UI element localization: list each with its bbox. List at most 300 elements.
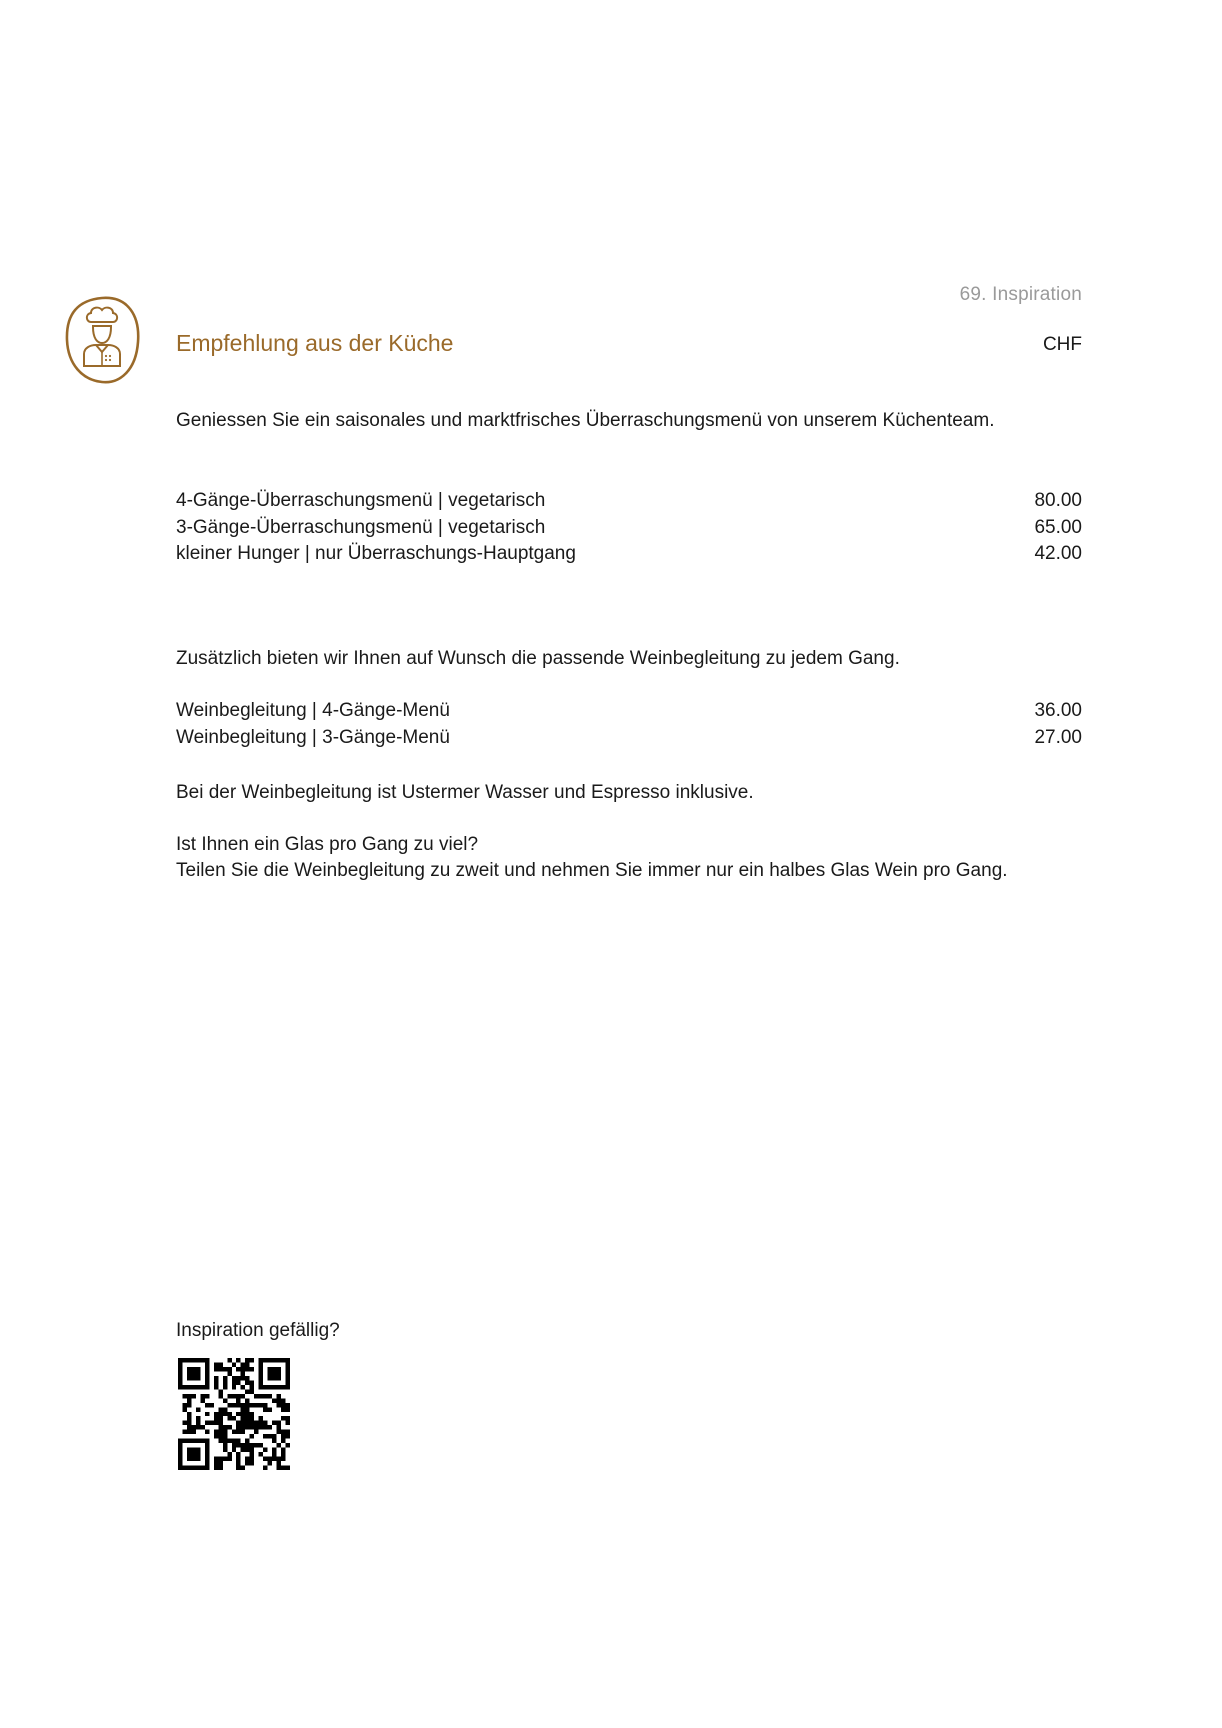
qr-module — [232, 1439, 236, 1443]
qr-module — [286, 1466, 290, 1470]
qr-module — [223, 1439, 227, 1443]
qr-module — [281, 1448, 285, 1452]
intro-text: Geniessen Sie ein saisonales und marktfrisches Überraschungsmenü von unserem Küchenteam. — [176, 410, 995, 431]
qr-module — [241, 1385, 245, 1389]
qr-module — [281, 1358, 285, 1362]
qr-module — [272, 1358, 276, 1362]
qr-module — [263, 1385, 267, 1389]
qr-module — [250, 1461, 254, 1465]
qr-module — [272, 1398, 276, 1402]
qr-module — [218, 1362, 222, 1366]
qr-module — [187, 1439, 191, 1443]
qr-module — [191, 1452, 195, 1456]
qr-module — [241, 1376, 245, 1380]
qr-module — [205, 1439, 209, 1443]
qr-module — [200, 1398, 204, 1402]
qr-module — [205, 1466, 209, 1470]
qr-module — [236, 1380, 240, 1384]
qr-module — [218, 1407, 222, 1411]
qr-module — [272, 1452, 276, 1456]
qr-module — [187, 1466, 191, 1470]
qr-module — [200, 1394, 204, 1398]
qr-module — [205, 1358, 209, 1362]
qr-module — [277, 1376, 281, 1380]
qr-module — [232, 1416, 236, 1420]
qr-module — [245, 1439, 249, 1443]
qr-module — [268, 1385, 272, 1389]
qr-module — [178, 1380, 182, 1384]
qr-module — [236, 1466, 240, 1470]
qr-module — [281, 1430, 285, 1434]
qr-module — [241, 1362, 245, 1366]
qr-module — [205, 1448, 209, 1452]
qr-module — [263, 1434, 267, 1438]
qr-module — [200, 1466, 204, 1470]
qr-module — [250, 1403, 254, 1407]
qr-module — [263, 1425, 267, 1429]
qr-module — [250, 1416, 254, 1420]
qr-module — [250, 1412, 254, 1416]
menu-price: 80.00 — [1034, 490, 1082, 511]
qr-module — [218, 1430, 222, 1434]
qr-module — [223, 1385, 227, 1389]
qr-module — [241, 1443, 245, 1447]
qr-module — [259, 1403, 263, 1407]
qr-module — [178, 1452, 182, 1456]
qr-module — [200, 1385, 204, 1389]
qr-module — [254, 1421, 258, 1425]
qr-heading: Inspiration gefällig? — [176, 1320, 340, 1341]
qr-module — [268, 1394, 272, 1398]
qr-module — [218, 1434, 222, 1438]
qr-module — [250, 1457, 254, 1461]
qr-module — [268, 1457, 272, 1461]
qr-module — [191, 1439, 195, 1443]
qr-module — [227, 1358, 231, 1362]
wine-price: 36.00 — [1034, 700, 1082, 721]
qr-module — [277, 1425, 281, 1429]
qr-module — [223, 1443, 227, 1447]
qr-module — [205, 1461, 209, 1465]
qr-module — [218, 1389, 222, 1393]
qr-module — [218, 1439, 222, 1443]
qr-module — [214, 1466, 218, 1470]
qr-module — [214, 1412, 218, 1416]
qr-module — [214, 1380, 218, 1384]
qr-module — [236, 1425, 240, 1429]
qr-module — [205, 1362, 209, 1366]
menu-row — [176, 488, 1082, 515]
qr-module — [191, 1376, 195, 1380]
qr-module — [205, 1430, 209, 1434]
qr-module — [277, 1466, 281, 1470]
wine-price: 27.00 — [1034, 726, 1082, 748]
qr-module — [205, 1367, 209, 1371]
qr-module — [223, 1425, 227, 1429]
qr-module — [254, 1425, 258, 1429]
qr-module — [227, 1425, 231, 1429]
qr-module — [236, 1439, 240, 1443]
qr-module — [281, 1457, 285, 1461]
qr-module — [272, 1448, 276, 1452]
qr-module — [182, 1407, 186, 1411]
qr-module — [200, 1358, 204, 1362]
qr-module — [286, 1376, 290, 1380]
qr-module — [223, 1398, 227, 1402]
menu-price: 42.00 — [1034, 543, 1082, 564]
qr-module — [191, 1457, 195, 1461]
qr-module — [182, 1421, 186, 1425]
qr-module — [182, 1403, 186, 1407]
qr-module — [218, 1367, 222, 1371]
qr-module — [241, 1412, 245, 1416]
qr-module — [214, 1421, 218, 1425]
qr-module — [227, 1394, 231, 1398]
qr-module — [205, 1371, 209, 1375]
qr-module — [191, 1367, 195, 1371]
qr-module — [286, 1358, 290, 1362]
qr-module — [232, 1380, 236, 1384]
qr-module — [281, 1398, 285, 1402]
qr-module — [187, 1376, 191, 1380]
qr-module — [245, 1425, 249, 1429]
qr-module — [223, 1457, 227, 1461]
qr-module — [205, 1421, 209, 1425]
qr-module — [259, 1416, 263, 1420]
qr-module — [241, 1421, 245, 1425]
qr-module — [178, 1439, 182, 1443]
qr-module — [250, 1380, 254, 1384]
qr-module — [245, 1398, 249, 1402]
qr-module — [286, 1380, 290, 1384]
qr-module — [259, 1362, 263, 1366]
qr-module — [209, 1403, 213, 1407]
qr-module — [178, 1371, 182, 1375]
qr-module — [205, 1403, 209, 1407]
menu-row — [176, 541, 1082, 568]
qr-module — [178, 1448, 182, 1452]
qr-module — [259, 1394, 263, 1398]
qr-module — [250, 1367, 254, 1371]
qr-module — [245, 1416, 249, 1420]
qr-module — [187, 1385, 191, 1389]
qr-module — [232, 1448, 236, 1452]
currency-label: CHF — [1042, 334, 1082, 355]
qr-module — [277, 1358, 281, 1362]
qr-module — [218, 1416, 222, 1420]
qr-module — [250, 1421, 254, 1425]
wine-note: Bei der Weinbegleitung ist Ustermer Wasser und Espresso inklusive. — [176, 782, 754, 803]
chef-icon — [62, 294, 142, 386]
qr-module — [245, 1389, 249, 1393]
qr-module — [263, 1403, 267, 1407]
qr-module — [259, 1367, 263, 1371]
qr-module — [227, 1412, 231, 1416]
glass-question: Ist Ihnen ein Glas pro Gang zu viel? — [176, 834, 479, 855]
qr-module — [259, 1371, 263, 1375]
qr-module — [182, 1358, 186, 1362]
qr-module — [268, 1358, 272, 1362]
qr-module — [268, 1434, 272, 1438]
qr-module — [241, 1425, 245, 1429]
additional-text: Zusätzlich bieten wir Ihnen auf Wunsch die passende Weinbegleitung zu jedem Gang. — [176, 648, 900, 669]
qr-module — [223, 1448, 227, 1452]
qr-module — [241, 1394, 245, 1398]
qr-module — [272, 1434, 276, 1438]
qr-module — [241, 1448, 245, 1452]
qr-module — [187, 1457, 191, 1461]
qr-module — [196, 1421, 200, 1425]
qr-module — [232, 1394, 236, 1398]
qr-module — [268, 1371, 272, 1375]
qr-module — [272, 1421, 276, 1425]
qr-module — [187, 1398, 191, 1402]
qr-module — [259, 1380, 263, 1384]
qr-module — [277, 1385, 281, 1389]
qr-module — [286, 1443, 290, 1447]
qr-module — [259, 1452, 263, 1456]
qr-module — [245, 1358, 249, 1362]
qr-module — [205, 1457, 209, 1461]
qr-module — [187, 1416, 191, 1420]
qr-module — [263, 1466, 267, 1470]
qr-module — [232, 1362, 236, 1366]
qr-module — [236, 1452, 240, 1456]
qr-module — [254, 1394, 258, 1398]
qr-module — [259, 1385, 263, 1389]
qr-module — [205, 1380, 209, 1384]
qr-module — [254, 1443, 258, 1447]
qr-module — [214, 1362, 218, 1366]
qr-module — [223, 1407, 227, 1411]
qr-module — [236, 1367, 240, 1371]
qr-module — [263, 1421, 267, 1425]
qr-module — [182, 1439, 186, 1443]
qr-module — [241, 1430, 245, 1434]
menu-name: 4-Gänge-Überraschungsmenü | vegetarisch — [176, 490, 546, 511]
qr-module — [182, 1430, 186, 1434]
qr-module — [187, 1425, 191, 1429]
qr-module — [277, 1403, 281, 1407]
qr-module — [178, 1443, 182, 1447]
qr-module — [277, 1457, 281, 1461]
qr-module — [187, 1367, 191, 1371]
qr-module — [236, 1461, 240, 1465]
qr-module — [178, 1385, 182, 1389]
qr-module — [268, 1367, 272, 1371]
qr-module — [187, 1394, 191, 1398]
qr-module — [196, 1466, 200, 1470]
qr-module — [281, 1403, 285, 1407]
qr-module — [191, 1394, 195, 1398]
qr-module — [250, 1452, 254, 1456]
qr-module — [281, 1385, 285, 1389]
qr-module — [250, 1425, 254, 1429]
qr-module — [214, 1416, 218, 1420]
qr-module — [178, 1362, 182, 1366]
qr-module — [205, 1376, 209, 1380]
qr-module — [272, 1371, 276, 1375]
qr-module — [250, 1385, 254, 1389]
qr-module — [218, 1461, 222, 1465]
qr-module — [272, 1439, 276, 1443]
qr-module — [281, 1452, 285, 1456]
qr-module — [236, 1443, 240, 1447]
qr-module — [245, 1412, 249, 1416]
qr-module — [236, 1376, 240, 1380]
qr-module — [178, 1461, 182, 1465]
qr-module — [245, 1421, 249, 1425]
qr-module — [218, 1412, 222, 1416]
qr-module — [236, 1403, 240, 1407]
qr-module — [223, 1367, 227, 1371]
qr-module — [272, 1376, 276, 1380]
qr-module — [241, 1371, 245, 1375]
qr-module — [205, 1452, 209, 1456]
qr-module — [286, 1367, 290, 1371]
qr-module — [250, 1358, 254, 1362]
qr-module — [286, 1430, 290, 1434]
qr-module — [245, 1367, 249, 1371]
qr-module — [214, 1461, 218, 1465]
qr-module — [232, 1376, 236, 1380]
qr-module — [286, 1403, 290, 1407]
qr-module — [286, 1421, 290, 1425]
qr-module — [254, 1403, 258, 1407]
qr-module — [191, 1425, 195, 1429]
wine-pairing-list — [176, 698, 1082, 751]
qr-module — [259, 1425, 263, 1429]
qr-module — [227, 1371, 231, 1375]
qr-module — [218, 1425, 222, 1429]
qr-module — [205, 1443, 209, 1447]
qr-module — [245, 1448, 249, 1452]
qr-module — [236, 1412, 240, 1416]
qr-module — [277, 1461, 281, 1465]
menu-row — [176, 515, 1082, 542]
qr-code[interactable] — [178, 1358, 290, 1470]
qr-module — [263, 1358, 267, 1362]
qr-module — [286, 1385, 290, 1389]
qr-module — [277, 1421, 281, 1425]
qr-module — [218, 1466, 222, 1470]
qr-module — [286, 1407, 290, 1411]
qr-module — [232, 1385, 236, 1389]
qr-module — [182, 1394, 186, 1398]
qr-module — [250, 1434, 254, 1438]
qr-module — [227, 1367, 231, 1371]
qr-module — [236, 1394, 240, 1398]
qr-module — [232, 1430, 236, 1434]
qr-module — [187, 1412, 191, 1416]
qr-module — [277, 1443, 281, 1447]
qr-module — [268, 1461, 272, 1465]
qr-module — [263, 1457, 267, 1461]
qr-module — [272, 1457, 276, 1461]
qr-module — [268, 1425, 272, 1429]
qr-module — [286, 1416, 290, 1420]
qr-module — [236, 1421, 240, 1425]
menu-price: 65.00 — [1034, 516, 1082, 538]
qr-module — [236, 1358, 240, 1362]
qr-module — [259, 1358, 263, 1362]
section-label: 69. Inspiration — [959, 284, 1082, 305]
qr-module — [263, 1407, 267, 1411]
qr-module — [196, 1385, 200, 1389]
qr-module — [191, 1358, 195, 1362]
qr-module — [281, 1416, 285, 1420]
qr-module — [277, 1394, 281, 1398]
qr-module — [191, 1385, 195, 1389]
qr-module — [227, 1439, 231, 1443]
qr-module — [187, 1358, 191, 1362]
qr-module — [218, 1457, 222, 1461]
qr-module — [191, 1466, 195, 1470]
qr-module — [187, 1371, 191, 1375]
qr-module — [196, 1457, 200, 1461]
qr-module — [223, 1412, 227, 1416]
qr-module — [232, 1443, 236, 1447]
qr-module — [241, 1407, 245, 1411]
qr-module — [178, 1457, 182, 1461]
qr-module — [277, 1398, 281, 1402]
qr-module — [196, 1376, 200, 1380]
qr-module — [178, 1466, 182, 1470]
qr-module — [178, 1376, 182, 1380]
qr-module — [232, 1403, 236, 1407]
qr-module — [196, 1448, 200, 1452]
qr-module — [200, 1425, 204, 1429]
qr-module — [286, 1434, 290, 1438]
qr-module — [250, 1389, 254, 1393]
qr-module — [272, 1367, 276, 1371]
qr-module — [191, 1448, 195, 1452]
qr-module — [214, 1430, 218, 1434]
qr-module — [187, 1403, 191, 1407]
qr-module — [250, 1443, 254, 1447]
qr-module — [236, 1430, 240, 1434]
qr-module — [277, 1371, 281, 1375]
qr-module — [268, 1407, 272, 1411]
qr-module — [227, 1452, 231, 1456]
qr-module — [214, 1367, 218, 1371]
qr-module — [245, 1403, 249, 1407]
qr-module — [241, 1416, 245, 1420]
qr-module — [259, 1443, 263, 1447]
qr-module — [223, 1434, 227, 1438]
menu-name: 3-Gänge-Überraschungsmenü | vegetarisch — [176, 516, 546, 538]
qr-module — [259, 1421, 263, 1425]
wine-row — [176, 698, 1082, 725]
qr-module — [281, 1407, 285, 1411]
qr-module — [209, 1421, 213, 1425]
qr-module — [227, 1457, 231, 1461]
qr-module — [187, 1448, 191, 1452]
qr-module — [196, 1407, 200, 1411]
qr-module — [250, 1448, 254, 1452]
qr-module — [196, 1367, 200, 1371]
qr-module — [214, 1434, 218, 1438]
qr-module — [218, 1421, 222, 1425]
qr-module — [196, 1452, 200, 1456]
qr-module — [272, 1385, 276, 1389]
qr-module — [259, 1376, 263, 1380]
qr-module — [200, 1439, 204, 1443]
qr-module — [178, 1367, 182, 1371]
menu-name: kleiner Hunger | nur Überraschungs-Hauptgang — [176, 543, 576, 564]
qr-module — [223, 1376, 227, 1380]
qr-module — [187, 1430, 191, 1434]
